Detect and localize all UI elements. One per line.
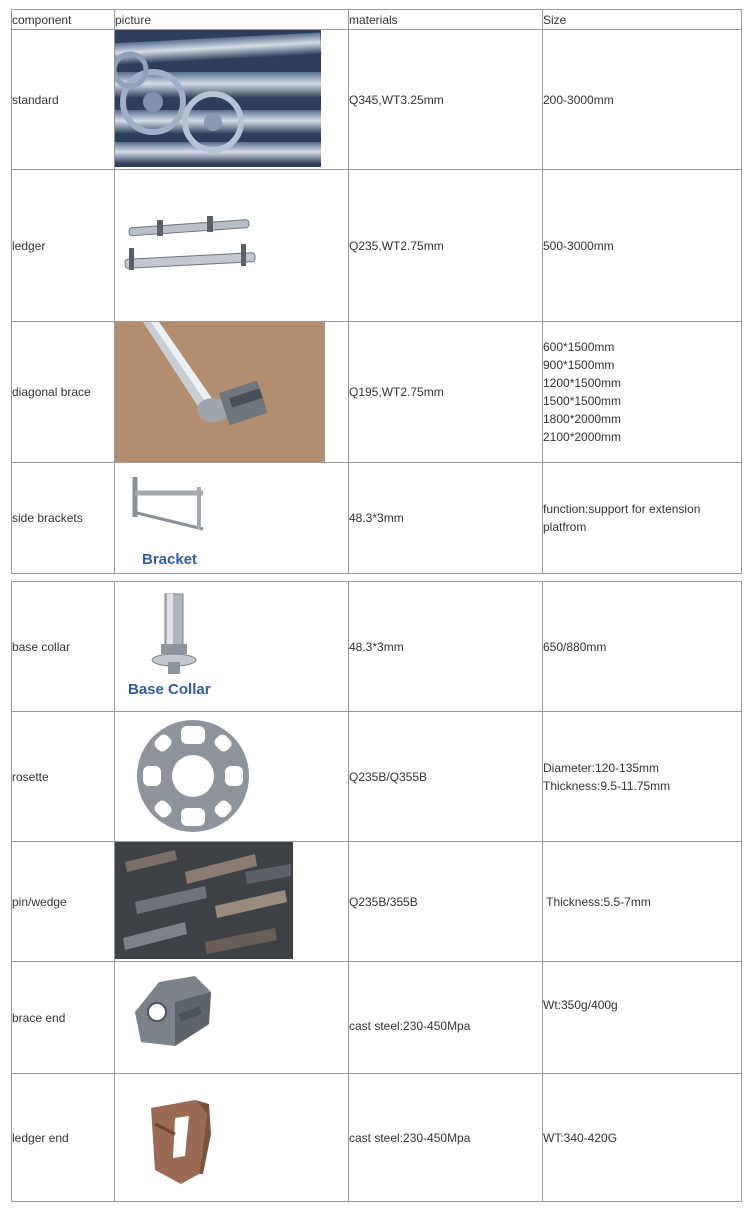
size-cell: 200-3000mm [543, 30, 742, 170]
size-line: function:support for extension [543, 502, 701, 516]
spec-table-1 [11, 9, 742, 574]
size-line: 1200*1500mm [543, 376, 622, 390]
materials-cell: Q235B/355B [349, 842, 543, 962]
size-cell: 650/880mm [543, 582, 742, 712]
size-line: 1500*1500mm [543, 394, 622, 408]
picture-cell [115, 712, 349, 842]
diagonal-brace-image [115, 322, 348, 462]
materials-cell: cast steel:230-450Mpa [349, 1074, 543, 1202]
component-cell: side brackets [12, 463, 115, 574]
header-component: component [12, 10, 115, 30]
materials-cell: 48.3*3mm [349, 463, 543, 574]
table-row [12, 842, 742, 962]
size-cell: WT:340-420G [543, 1074, 742, 1202]
size-cell [543, 463, 742, 574]
size-line: 900*1500mm [543, 358, 615, 372]
header-row [12, 10, 742, 30]
picture-cell [115, 170, 349, 322]
header-materials: materials [349, 10, 543, 30]
size-cell: Thickness:5.5-7mm [543, 842, 742, 962]
header-picture: picture [115, 10, 349, 30]
spec-table-2 [11, 581, 742, 1202]
standard-image [115, 30, 348, 169]
size-line: Thickness:9.5-11.75mm [543, 778, 671, 793]
materials-cell: cast steel:230-450Mpa [349, 962, 543, 1074]
table-row [12, 463, 742, 574]
table-row [12, 322, 742, 463]
pin-wedge-image [115, 842, 348, 961]
materials-cell: Q195,WT2.75mm [349, 322, 543, 463]
component-cell: rosette [12, 712, 115, 842]
component-cell: ledger [12, 170, 115, 322]
ledger-end-image [115, 1074, 348, 1201]
component-cell: standard [12, 30, 115, 170]
bracket-caption: Bracket [142, 551, 198, 568]
table-row [12, 170, 742, 322]
base-collar-image [115, 582, 348, 711]
component-cell: base collar [12, 582, 115, 712]
table-row [12, 1074, 742, 1202]
rosette-image [115, 712, 348, 841]
brace-end-image [115, 962, 348, 1073]
table-row [12, 30, 742, 170]
bracket-image [115, 463, 348, 573]
picture-cell [115, 962, 349, 1074]
size-cell [543, 712, 742, 842]
materials-cell: Q235,WT2.75mm [349, 170, 543, 322]
header-size: Size [543, 10, 742, 30]
size-line: 1800*2000mm [543, 412, 622, 426]
materials-cell: 48.3*3mm [349, 582, 543, 712]
ledger-image [115, 170, 348, 321]
size-cell: Wt:350g/400g [543, 962, 742, 1074]
component-cell: ledger end [12, 1074, 115, 1202]
base-collar-caption: Base Collar [128, 681, 211, 698]
picture-cell [115, 30, 349, 170]
table-row [12, 962, 742, 1074]
picture-cell [115, 322, 349, 463]
component-cell: diagonal brace [12, 322, 115, 463]
picture-cell [115, 842, 349, 962]
table-row [12, 582, 742, 712]
picture-cell [115, 463, 349, 574]
size-cell [543, 322, 742, 463]
component-cell: brace end [12, 962, 115, 1074]
size-line: 2100*2000mm [543, 430, 622, 444]
picture-cell [115, 1074, 349, 1202]
size-cell: 500-3000mm [543, 170, 742, 322]
size-line: 600*1500mm [543, 340, 615, 354]
table-row [12, 712, 742, 842]
component-cell: pin/wedge [12, 842, 115, 962]
materials-cell: Q235B/Q355B [349, 712, 543, 842]
size-line: Diameter:120-135mm [543, 760, 660, 775]
size-line: platfrom [543, 520, 587, 534]
picture-cell [115, 582, 349, 712]
materials-cell: Q345,WT3.25mm [349, 30, 543, 170]
